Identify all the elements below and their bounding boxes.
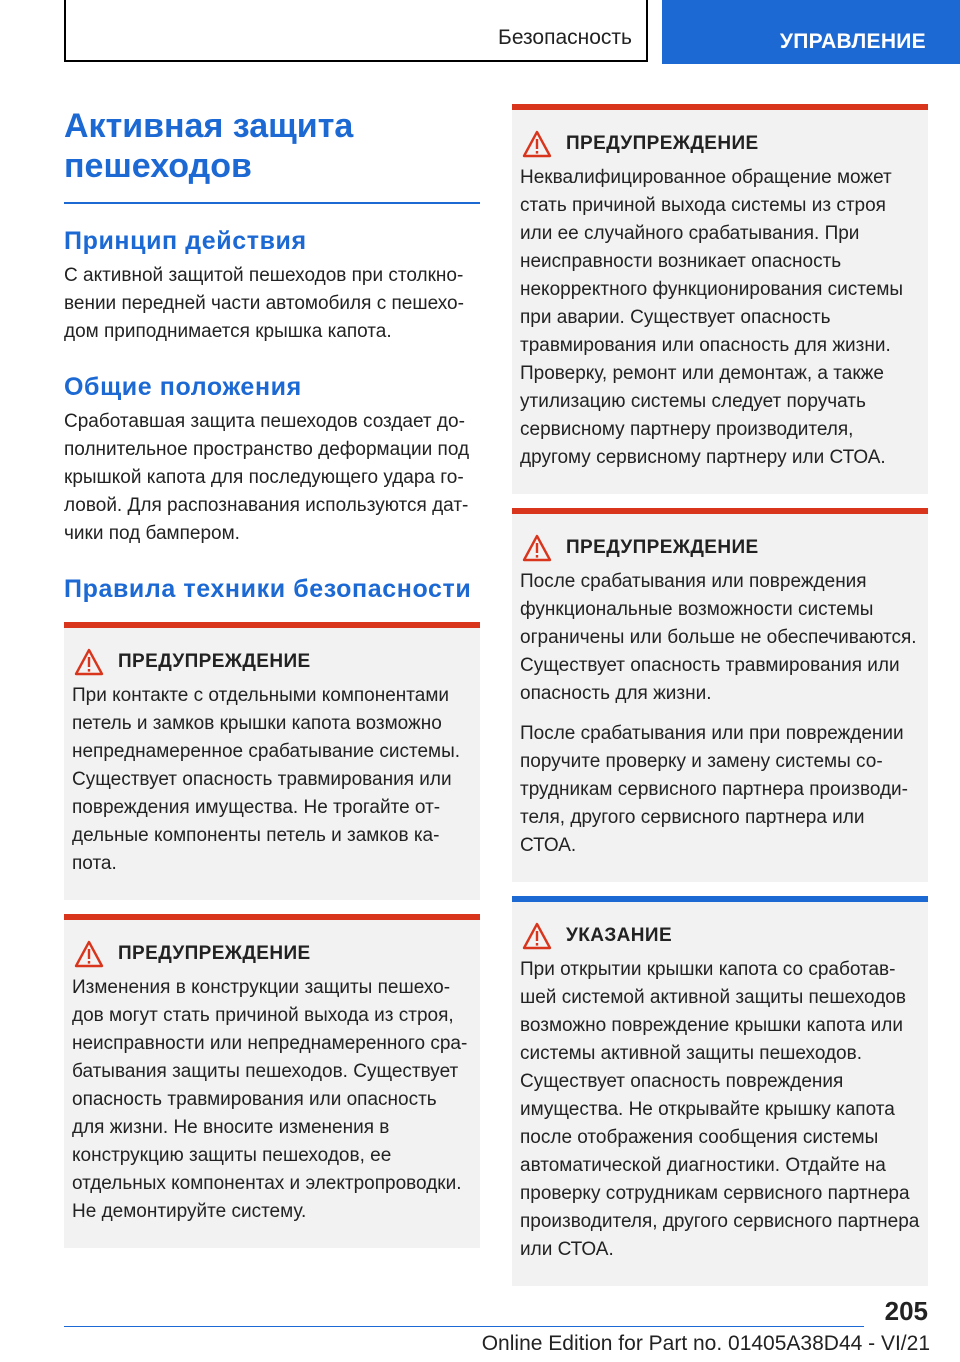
warning-text: Изменения в конструкции защиты пешеходов могут стать причиной выхода из строя, неисправности или непреднамеренного срабатывания защиты пешеходов. Существует опасность травмирования или опасность для жизни. Не вносите изменения в конструкцию защиты пешеходов, ее отдельных компонентах и электропроводки. Не демонтируйте систему. — [72, 977, 468, 1222]
principle-text: С активной защитой пешеходов при столкновении передней части автомобиля с пешеходом приподнимается крышка капота. — [64, 265, 464, 342]
right-column — [512, 100, 928, 1286]
safety-heading: Правила техники безопасности — [64, 575, 472, 603]
warning-box — [512, 508, 928, 882]
left-column — [64, 100, 480, 1248]
warning-text: При контакте с отдельными компонентами петель и замков крышки капота возможно непреднамеренное срабатывание системы. Существует опасность травмирования или повреждения имущества. Не трогайте отдельные компоненты петель и замков капота. — [72, 685, 461, 874]
warning-triangle-icon — [74, 940, 104, 968]
warning-header — [72, 648, 472, 676]
warning-triangle-icon — [522, 130, 552, 158]
page-title: Активная защита пешеходов — [64, 106, 480, 204]
general-text: Сработавшая защита пешеходов создает дополнительное пространство деформации под крышкой капота для последующего удара головой. Для распознавания используются датчики под бампером. — [64, 411, 470, 544]
page-number: 205 — [884, 1296, 928, 1326]
header-section-label: Безопасность — [498, 26, 632, 49]
header-section-tab — [64, 0, 648, 62]
edition-text: Online Edition for Part no. 01405A38D44 - VI/21 — [481, 1332, 930, 1355]
warning-box — [64, 914, 480, 1248]
note-title: УКАЗАНИЕ — [566, 925, 673, 946]
note-box — [512, 896, 928, 1286]
warning-title: ПРЕДУПРЕЖДЕНИЕ — [118, 943, 311, 964]
warning-header — [72, 940, 472, 968]
warning-triangle-icon — [74, 648, 104, 676]
general-heading: Общие положения — [64, 373, 302, 401]
warning-text: После срабатывания или при повреждении поручите проверку и замену системы сотрудникам сервисного партнера производителя, другого сервисного партнера или СТОА. — [520, 723, 908, 856]
warning-box — [64, 622, 480, 900]
warning-title: ПРЕДУПРЕЖДЕНИЕ — [566, 537, 759, 558]
principle-heading: Принцип действия — [64, 227, 307, 255]
warning-text: Неквалифицированное обращение может стать причиной выхода системы из строя или ее случайного срабатывания. При неисправности возникает опасность некорректного функционирования системы при аварии. Существует опасность травмирования или опасность для жизни. Проверку, ремонт или демонтаж, а также утилизацию системы следует поручать сервисному партнеру производителя, другому сервисному партнеру или СТОА. — [520, 167, 904, 468]
note-header — [520, 922, 920, 950]
warning-text: После срабатывания или повреждения функциональные возможности системы ограничены или больше не обеспечиваются. Существует опасность травмирования или опасность для жизни. — [520, 571, 917, 704]
warning-title: ПРЕДУПРЕЖДЕНИЕ — [118, 651, 311, 672]
header-chapter-tab — [662, 0, 960, 64]
warning-header — [520, 130, 920, 158]
warning-header — [520, 534, 920, 562]
warning-triangle-icon — [522, 922, 552, 950]
warning-title: ПРЕДУПРЕЖДЕНИЕ — [566, 133, 759, 154]
warning-triangle-icon — [522, 534, 552, 562]
footer-divider — [64, 1326, 864, 1327]
note-text: При открытии крышки капота со сработавшей системой активной защиты пешеходов возможно повреждение крышки капота или системы активной защиты пешеходов. Существует опасность повреждения имущества. Не открывайте крышку капота после отображения сообщения системы автоматической диагностики. Отдайте на проверку сотрудникам сервисного партнера производителя, другого сервисного партнера или СТОА. — [520, 959, 920, 1260]
header-chapter-label: УПРАВЛЕНИЕ — [779, 30, 926, 53]
warning-box — [512, 104, 928, 494]
